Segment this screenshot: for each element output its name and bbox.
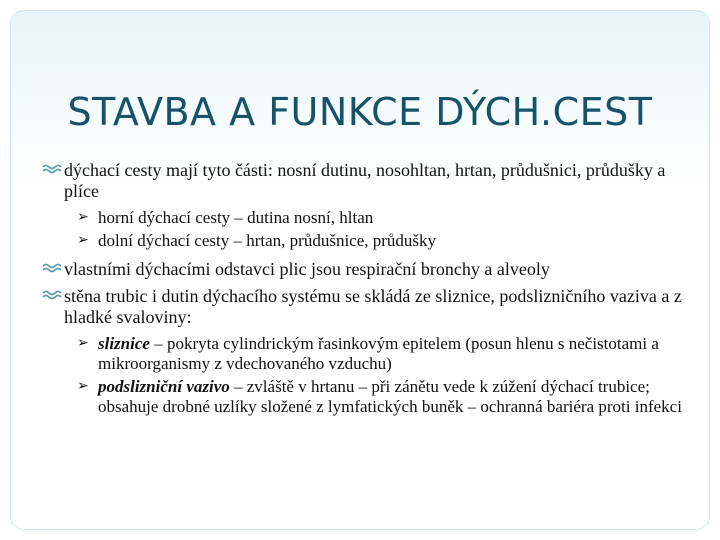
bullet-item [42, 286, 682, 328]
wave-bullet-icon [42, 288, 62, 302]
wave-bullet-icon [42, 162, 62, 176]
sub-list [42, 208, 682, 251]
bullet-text: vlastními dýchacími odstavci plic jsou respirační bronchy a alveoly [64, 259, 550, 279]
slide-content [42, 160, 682, 425]
bullet-text: stěna trubic i dutin dýchacího systému se skládá ze sliznice, podslizničního vaziva a z hladké svaloviny: [64, 286, 682, 327]
bullet-text: dýchací cesty mají tyto části: nosní dutinu, nosohltan, hrtan, průdušnici, průdušky a plíce [64, 160, 666, 201]
wave-bullet-icon [42, 261, 62, 275]
arrow-bullet-icon: ➢ [77, 233, 89, 248]
sub-item [42, 334, 682, 374]
slide-title: STAVBA A FUNKCE DÝCH.CEST [67, 90, 653, 134]
sub-item-text: horní dýchací cesty – dutina nosní, hltan [98, 208, 374, 227]
sub-item [42, 377, 682, 417]
arrow-bullet-icon: ➢ [77, 336, 89, 351]
sub-list [42, 334, 682, 417]
sub-item [42, 208, 682, 228]
bullet-item [42, 160, 682, 202]
sub-item-text: dolní dýchací cesty – hrtan, průdušnice, průdušky [98, 231, 437, 250]
sub-item-text: – zvláště v hrtanu – při zánětu vede k zúžení dýchací trubice; obsahuje drobné uzlíky složené z lymfatických buněk – ochranná bariéra proti infekci [98, 377, 682, 416]
bullet-item [42, 259, 682, 280]
sub-item [42, 231, 682, 251]
arrow-bullet-icon: ➢ [77, 379, 89, 394]
term-sliznice: sliznice [98, 334, 150, 353]
sub-item-text: – pokryta cylindrickým řasinkovým epitelem (posun hlenu s nečistotami a mikroorganismy z vdechovaného vzduchu) [98, 334, 659, 373]
arrow-bullet-icon: ➢ [77, 210, 89, 225]
term-podslizniční-vazivo: podslizniční vazivo [98, 377, 230, 396]
